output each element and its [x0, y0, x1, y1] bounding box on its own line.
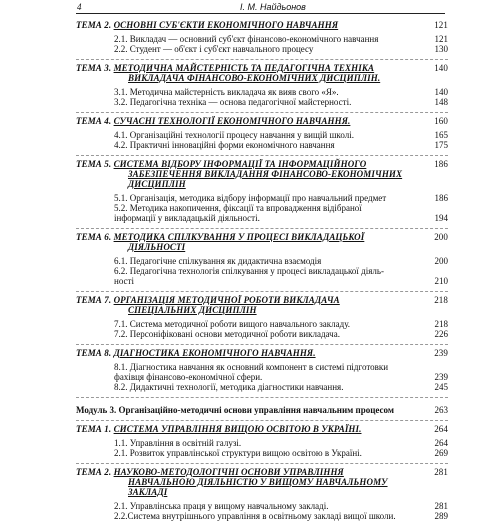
- toc-topic-text: [76, 159, 366, 169]
- toc-topic-title: МЕТОДИКА СПІЛКУВАННЯ У ПРОЦЕСІ ВИКЛАДАЦЬКОЇ: [113, 232, 365, 242]
- toc-subentry-text: 1.1. Управління в освітній галузі.: [114, 438, 242, 448]
- toc-subentry-row: [76, 87, 448, 97]
- toc-topic-title: МЕТОДИЧНА МАЙСТЕРНІСТЬ ТА ПЕДАГОГІЧНА ТЕХНІКА: [113, 63, 375, 73]
- toc-page-number: 121: [434, 20, 448, 30]
- toc-topic-title-cont: НАВЧАЛЬНОЮ ДІЯЛЬНІСТЮ У ВИЩОМУ НАВЧАЛЬНОМУ: [128, 477, 388, 487]
- toc-subentry-text: 2.2. Студент — об'єкт і суб'єкт навчального процесу: [114, 44, 314, 54]
- toc-topic-row: [76, 467, 448, 477]
- toc-subentry-row: [76, 501, 448, 511]
- toc-subentry-text: 4.1. Організаційні технології процесу навчання у вищій школі.: [114, 130, 354, 140]
- toc-page-number: 289: [434, 511, 448, 521]
- toc-page-number: 281: [434, 467, 448, 477]
- section-divider: [76, 415, 448, 421]
- toc-page-number: 148: [434, 97, 448, 107]
- toc-topic-text: [76, 424, 361, 434]
- toc-subentry-row-cont: [76, 276, 448, 286]
- toc-topic-title: СУЧАСНІ ТЕХНОЛОГІЇ ЕКОНОМІЧНОГО НАВЧАННЯ.: [113, 116, 351, 126]
- toc-subentry-text-cont: ності: [114, 276, 134, 286]
- toc-subentry-row-cont: [76, 213, 448, 223]
- toc-topic-continuation: [76, 179, 448, 189]
- toc-topic-row: [76, 63, 448, 73]
- toc-subentry-text-cont: інформації у викладацькій діяльності.: [114, 213, 260, 223]
- toc-topic-row: [76, 424, 448, 434]
- toc-topic-title: ОСНОВНІ СУБ'ЄКТИ ЕКОНОМІЧНОГО НАВЧАННЯ: [113, 20, 339, 30]
- toc-topic-text: [76, 232, 364, 242]
- toc-topic-continuation: [76, 242, 448, 252]
- toc-page-number: 226: [434, 329, 448, 339]
- toc-topic-row: [76, 116, 448, 126]
- toc-module-title: Модуль 3. Організаційно-методичні основи управління навчальним процесом: [76, 405, 394, 415]
- toc-topic-label: ТЕМА 2.: [76, 467, 112, 477]
- toc-subentry-text: 7.1. Система методичної роботи вищого навчального закладу.: [114, 319, 351, 329]
- toc-topic-label: ТЕМА 1.: [76, 424, 112, 434]
- toc-subentry-row-cont: [76, 372, 448, 382]
- toc-subentry-text: 8.1. Діагностика навчання як основний компонент в системі підготовки: [114, 362, 389, 372]
- toc-topic-title-cont: ВИКЛАДАЧА ФІНАНСОВО-ЕКОНОМІЧНИХ ДИСЦИПЛІН.: [128, 73, 381, 83]
- toc-topic-text: [76, 295, 340, 305]
- toc-subentry-row: [76, 130, 448, 140]
- page-number: 4: [77, 2, 82, 12]
- toc-page-number: 269: [434, 448, 448, 458]
- toc-page-number: 218: [434, 319, 448, 329]
- toc-topic-text: [76, 116, 350, 126]
- toc-page-number: 130: [434, 44, 448, 54]
- toc-page-number: 200: [434, 232, 448, 242]
- toc-page-number: 186: [434, 193, 448, 203]
- section-divider: [76, 458, 448, 464]
- toc-page-number: 186: [434, 159, 448, 169]
- toc-topic-title: ДІАГНОСТИКА ЕКОНОМІЧНОГО НАВЧАННЯ.: [113, 348, 316, 358]
- toc-page-number: 264: [434, 424, 448, 434]
- toc-topic-label: ТЕМА 3.: [76, 63, 112, 73]
- toc-topic-text: [76, 348, 316, 358]
- toc-subentry-row: [76, 256, 448, 266]
- toc-subentry-row: [76, 266, 448, 276]
- toc-subentry-row: [76, 438, 448, 448]
- toc-topic-title-cont: ДІЯЛЬНОСТІ: [128, 242, 186, 252]
- toc-page-number: 239: [434, 348, 448, 358]
- toc-subentry-row: [76, 203, 448, 213]
- toc-topic-row: [76, 232, 448, 242]
- toc-subentry-row: [76, 382, 448, 392]
- toc-topic-label: ТЕМА 7.: [76, 295, 112, 305]
- toc-page-number: 175: [434, 140, 448, 150]
- toc-topic-continuation: [76, 477, 448, 487]
- toc-page-number: 140: [434, 87, 448, 97]
- section-divider: [76, 150, 448, 156]
- toc-subentry-row: [76, 44, 448, 54]
- toc-module-row: [76, 405, 448, 415]
- section-divider: [76, 339, 448, 345]
- toc-topic-continuation: [76, 305, 448, 315]
- toc-subentry-row: [76, 34, 448, 44]
- toc-topic-continuation: [76, 73, 448, 83]
- toc-subentry-text: 2.1. Управлінська праця у вищому навчальному закладі.: [114, 501, 329, 511]
- table-of-contents: [76, 20, 448, 521]
- toc-topic-text: [76, 63, 374, 73]
- toc-subentry-text: 5.2. Методика накопичення, фіксації та впровадження відібраної: [114, 203, 362, 213]
- running-author: І. М. Найдьонов: [240, 2, 306, 12]
- toc-page-number: 194: [434, 213, 448, 223]
- section-divider: [76, 54, 448, 60]
- toc-page-number: 140: [434, 63, 448, 73]
- header-rule: [76, 13, 445, 14]
- toc-page-number: 263: [434, 405, 448, 415]
- toc-subentry-text: 7.2. Персоніфіковані основи методичної роботи викладача.: [114, 329, 340, 339]
- toc-subentry-row: [76, 97, 448, 107]
- toc-subentry-text-cont: фахівця фінансово-економічної сфери.: [114, 372, 263, 382]
- toc-subentry-text: 2.1. Розвиток управлінської структури вищою освітою в Україні.: [114, 448, 362, 458]
- toc-topic-continuation: [76, 169, 448, 179]
- toc-page-number: 121: [434, 34, 448, 44]
- toc-page-number: 210: [434, 276, 448, 286]
- toc-topic-label: ТЕМА 6.: [76, 232, 112, 242]
- toc-topic-row: [76, 348, 448, 358]
- toc-page-number: 165: [434, 130, 448, 140]
- toc-topic-row: [76, 159, 448, 169]
- running-header: [0, 0, 500, 16]
- toc-subentry-text: 5.1. Організація, методика відбору інформації про навчальний предмет: [114, 193, 387, 203]
- toc-topic-title-cont: ЗАКЛАДІ: [128, 487, 168, 497]
- toc-page-number: 239: [434, 372, 448, 382]
- toc-page-number: 218: [434, 295, 448, 305]
- toc-subentry-row: [76, 140, 448, 150]
- toc-subentry-text: 2.1. Викладач — основний суб'єкт фінансово-економічного навчання: [114, 34, 379, 44]
- toc-topic-row: [76, 20, 448, 30]
- toc-topic-title: НАУКОВО-МЕТОДОЛОГІЧНІ ОСНОВИ УПРАВЛІННЯ: [113, 467, 344, 477]
- toc-subentry-text: 2.2.Система внутрішнього управління в освітньому закладі вищої школи.: [114, 511, 396, 521]
- toc-subentry-text: 4.2. Практичні інноваційні форми економічного навчання: [114, 140, 335, 150]
- toc-topic-title: СИСТЕМА УПРАВЛІННЯ ВИЩОЮ ОСВІТОЮ В УКРАЇНІ.: [113, 424, 362, 434]
- toc-page-number: 281: [434, 501, 448, 511]
- section-divider: [76, 107, 448, 113]
- toc-topic-label: ТЕМА 5.: [76, 159, 112, 169]
- toc-subentry-row: [76, 329, 448, 339]
- toc-subentry-row: [76, 511, 448, 521]
- toc-topic-text: [76, 20, 338, 30]
- toc-topic-title: ОРГАНІЗАЦІЯ МЕТОДИЧНОЇ РОБОТИ ВИКЛАДАЧА: [113, 295, 340, 305]
- toc-subentry-row: [76, 193, 448, 203]
- toc-topic-label: ТЕМА 8.: [76, 348, 112, 358]
- toc-topic-title-cont: ЗАБЕЗПЕЧЕННЯ ВИКЛАДАННЯ ФІНАНСОВО-ЕКОНОМІЧНИХ: [128, 169, 403, 179]
- toc-topic-row: [76, 295, 448, 305]
- toc-page-number: 160: [434, 116, 448, 126]
- toc-subentry-text: 6.1. Педагогічне спілкування як дидактична взаємодія: [114, 256, 322, 266]
- section-divider: [76, 286, 448, 292]
- toc-topic-label: ТЕМА 4.: [76, 116, 112, 126]
- toc-subentry-row: [76, 362, 448, 372]
- toc-page-number: 264: [434, 438, 448, 448]
- section-divider: [76, 223, 448, 229]
- toc-page-number: 200: [434, 256, 448, 266]
- toc-subentry-text: 8.2. Дидактичні технології, методика діагностики навчання.: [114, 382, 344, 392]
- toc-topic-title: СИСТЕМА ВІДБОРУ ІНФОРМАЦІЇ ТА ІНФОРМАЦІЙНОГО: [113, 159, 367, 169]
- toc-subentry-text: 3.1. Методична майстерність викладача як вияв свого «Я».: [114, 87, 339, 97]
- section-divider: [76, 392, 448, 398]
- toc-topic-title-cont: ДИСЦИПЛІН: [128, 179, 186, 189]
- toc-topic-continuation: [76, 487, 448, 497]
- toc-topic-title-cont: СПЕЦІАЛЬНИХ ДИСЦИПЛІН: [128, 305, 257, 315]
- toc-topic-label: ТЕМА 2.: [76, 20, 112, 30]
- toc-subentry-row: [76, 448, 448, 458]
- toc-subentry-text: 6.2. Педагогічна технологія спілкування у процесі викладацької діяль-: [114, 266, 384, 276]
- toc-page-number: 245: [434, 382, 448, 392]
- toc-subentry-row: [76, 319, 448, 329]
- toc-topic-text: [76, 467, 344, 477]
- toc-subentry-text: 3.2. Педагогічна техніка — основа педагогічної майстерності.: [114, 97, 352, 107]
